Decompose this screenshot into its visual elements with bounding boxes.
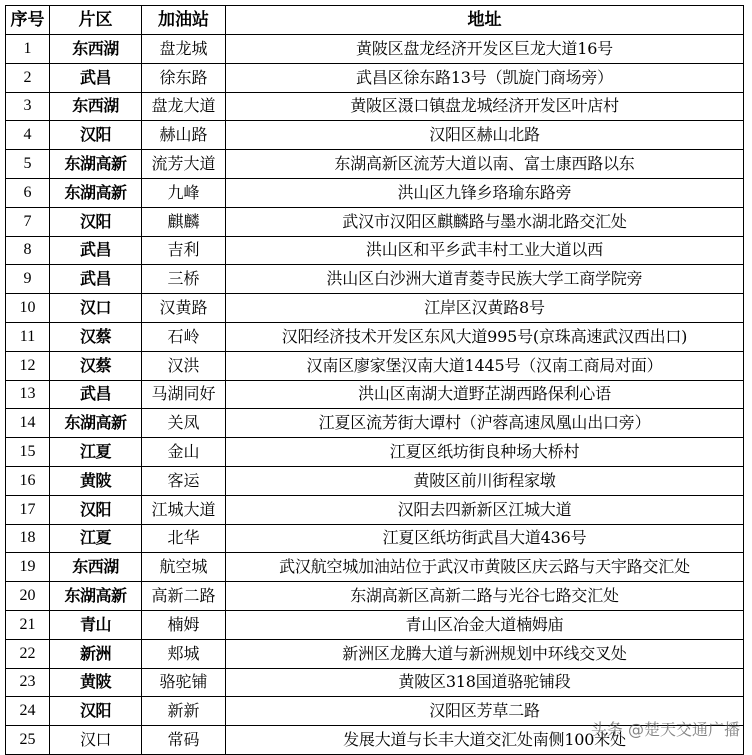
table-row — [6, 697, 744, 726]
row-number: 9 — [6, 265, 50, 294]
table-row — [6, 582, 744, 611]
row-number: 17 — [6, 495, 50, 524]
row-station: 汉洪 — [142, 351, 226, 380]
row-number: 19 — [6, 553, 50, 582]
row-station: 新新 — [142, 697, 226, 726]
table-row — [6, 380, 744, 409]
table-header-row — [6, 6, 744, 35]
header-address: 地址 — [226, 6, 744, 35]
row-station: 赫山路 — [142, 121, 226, 150]
row-address: 洪山区南湖大道野芷湖西路保利心语 — [226, 380, 744, 409]
table-row — [6, 524, 744, 553]
row-address: 新洲区龙腾大道与新洲规划中环线交叉处 — [226, 639, 744, 668]
row-number: 13 — [6, 380, 50, 409]
row-address: 武汉航空城加油站位于武汉市黄陂区庆云路与天宇路交汇处 — [226, 553, 744, 582]
table-row — [6, 495, 744, 524]
row-number: 7 — [6, 207, 50, 236]
table-row — [6, 236, 744, 265]
row-number: 3 — [6, 92, 50, 121]
row-number: 6 — [6, 178, 50, 207]
table-row — [6, 265, 744, 294]
table-row — [6, 610, 744, 639]
row-district: 黄陂 — [50, 466, 142, 495]
table-row — [6, 726, 744, 755]
row-number: 20 — [6, 582, 50, 611]
row-address: 黄陂区前川街程家墩 — [226, 466, 744, 495]
row-station: 石岭 — [142, 322, 226, 351]
row-station: 北华 — [142, 524, 226, 553]
row-address: 江岸区汉黄路8号 — [226, 294, 744, 323]
row-district: 东湖高新 — [50, 582, 142, 611]
table-row — [6, 178, 744, 207]
row-address: 黄陂区318国道骆驼铺段 — [226, 668, 744, 697]
row-district: 江夏 — [50, 524, 142, 553]
row-address: 洪山区和平乡武丰村工业大道以西 — [226, 236, 744, 265]
row-number: 11 — [6, 322, 50, 351]
row-station: 常码 — [142, 726, 226, 755]
row-station: 郏城 — [142, 639, 226, 668]
table-row — [6, 553, 744, 582]
row-address: 青山区冶金大道楠姆庙 — [226, 610, 744, 639]
row-address: 洪山区九锋乡珞瑜东路旁 — [226, 178, 744, 207]
table-row — [6, 438, 744, 467]
row-address: 汉阳经济技术开发区东风大道995号(京珠高速武汉西出口) — [226, 322, 744, 351]
row-district: 东西湖 — [50, 35, 142, 64]
row-number: 15 — [6, 438, 50, 467]
row-number: 14 — [6, 409, 50, 438]
table-row — [6, 294, 744, 323]
row-station: 麒麟 — [142, 207, 226, 236]
row-district: 黄陂 — [50, 668, 142, 697]
row-address: 江夏区纸坊街良种场大桥村 — [226, 438, 744, 467]
row-station: 马湖同好 — [142, 380, 226, 409]
row-district: 汉阳 — [50, 121, 142, 150]
header-district: 片区 — [50, 6, 142, 35]
table-row — [6, 639, 744, 668]
row-station: 盘龙大道 — [142, 92, 226, 121]
row-number: 18 — [6, 524, 50, 553]
row-district: 汉口 — [50, 726, 142, 755]
row-number: 2 — [6, 63, 50, 92]
row-district: 武昌 — [50, 265, 142, 294]
row-address: 发展大道与长丰大道交汇处南侧100米处 — [226, 726, 744, 755]
row-number: 10 — [6, 294, 50, 323]
row-address: 黄陂区盘龙经济开发区巨龙大道16号 — [226, 35, 744, 64]
row-number: 22 — [6, 639, 50, 668]
row-address: 汉阳区赫山北路 — [226, 121, 744, 150]
row-district: 东湖高新 — [50, 178, 142, 207]
row-station: 吉利 — [142, 236, 226, 265]
row-district: 汉口 — [50, 294, 142, 323]
table-row — [6, 351, 744, 380]
row-district: 汉蔡 — [50, 351, 142, 380]
table-row — [6, 322, 744, 351]
row-number: 25 — [6, 726, 50, 755]
header-number: 序号 — [6, 6, 50, 35]
header-station: 加油站 — [142, 6, 226, 35]
row-station: 楠姆 — [142, 610, 226, 639]
row-address: 武汉市汉阳区麒麟路与墨水湖北路交汇处 — [226, 207, 744, 236]
row-station: 高新二路 — [142, 582, 226, 611]
row-district: 东西湖 — [50, 92, 142, 121]
row-address: 汉阳区芳草二路 — [226, 697, 744, 726]
row-number: 24 — [6, 697, 50, 726]
row-station: 客运 — [142, 466, 226, 495]
row-station: 航空城 — [142, 553, 226, 582]
table-row — [6, 150, 744, 179]
row-station: 汉黄路 — [142, 294, 226, 323]
table-row — [6, 35, 744, 64]
row-address: 洪山区白沙洲大道青菱寺民族大学工商学院旁 — [226, 265, 744, 294]
row-number: 21 — [6, 610, 50, 639]
table-body — [6, 35, 744, 755]
row-address: 汉南区廖家堡汉南大道1445号（汉南工商局对面） — [226, 351, 744, 380]
row-number: 23 — [6, 668, 50, 697]
row-district: 东湖高新 — [50, 409, 142, 438]
row-station: 九峰 — [142, 178, 226, 207]
row-number: 16 — [6, 466, 50, 495]
table-row — [6, 409, 744, 438]
row-district: 汉蔡 — [50, 322, 142, 351]
row-district: 武昌 — [50, 236, 142, 265]
row-station: 三桥 — [142, 265, 226, 294]
row-district: 东湖高新 — [50, 150, 142, 179]
row-district: 汉阳 — [50, 495, 142, 524]
gas-station-table — [5, 5, 744, 755]
row-address: 武昌区徐东路13号（凯旋门商场旁） — [226, 63, 744, 92]
watermark: 头条 @楚天交通广播 — [590, 720, 740, 739]
row-number: 4 — [6, 121, 50, 150]
row-district: 新洲 — [50, 639, 142, 668]
row-district: 东西湖 — [50, 553, 142, 582]
row-number: 12 — [6, 351, 50, 380]
row-district: 青山 — [50, 610, 142, 639]
row-address: 江夏区纸坊街武昌大道436号 — [226, 524, 744, 553]
row-district: 武昌 — [50, 63, 142, 92]
table-row — [6, 207, 744, 236]
row-station: 江城大道 — [142, 495, 226, 524]
table-row — [6, 466, 744, 495]
row-district: 江夏 — [50, 438, 142, 467]
row-district: 汉阳 — [50, 207, 142, 236]
row-address: 汉阳去四新新区江城大道 — [226, 495, 744, 524]
row-station: 骆驼铺 — [142, 668, 226, 697]
row-address: 东湖高新区高新二路与光谷七路交汇处 — [226, 582, 744, 611]
row-station: 关凤 — [142, 409, 226, 438]
row-number: 5 — [6, 150, 50, 179]
table-row — [6, 63, 744, 92]
row-district: 武昌 — [50, 380, 142, 409]
row-number: 1 — [6, 35, 50, 64]
table-row — [6, 668, 744, 697]
row-address: 黄陂区滠口镇盘龙城经济开发区叶店村 — [226, 92, 744, 121]
row-address: 东湖高新区流芳大道以南、富士康西路以东 — [226, 150, 744, 179]
row-station: 徐东路 — [142, 63, 226, 92]
table-row — [6, 92, 744, 121]
row-address: 江夏区流芳街大谭村（沪蓉高速凤凰山出口旁） — [226, 409, 744, 438]
table-row — [6, 121, 744, 150]
row-station: 流芳大道 — [142, 150, 226, 179]
row-station: 盘龙城 — [142, 35, 226, 64]
row-district: 汉阳 — [50, 697, 142, 726]
row-number: 8 — [6, 236, 50, 265]
row-station: 金山 — [142, 438, 226, 467]
